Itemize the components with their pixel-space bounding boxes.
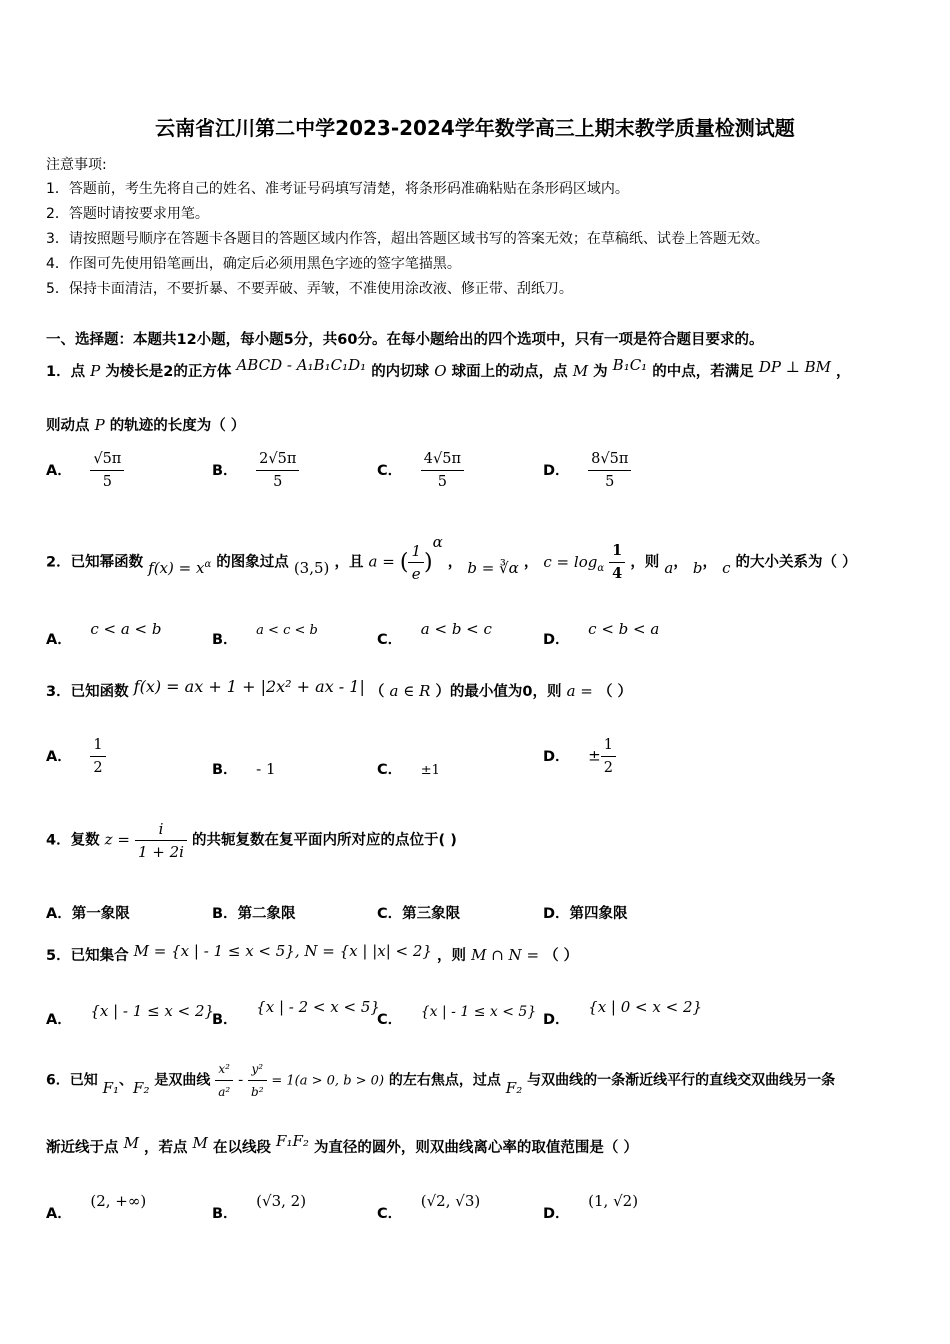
- q5-option-c[interactable]: C． {x | - 1 ≤ x < 5}: [377, 1004, 537, 1028]
- q6-option-a[interactable]: A． (2, +∞): [46, 1192, 147, 1222]
- notice-item: 1．答题前，考生先将自己的姓名、准考证号码填写清楚，将条形码准确粘贴在条形码区域内。: [46, 181, 629, 197]
- q5-option-a[interactable]: A． {x | - 1 ≤ x < 2}: [46, 1002, 215, 1028]
- q5-option-d[interactable]: D． {x | 0 < x < 2}: [543, 998, 703, 1028]
- question-5: 5．已知集合 M = {x | - 1 ≤ x < 5}, N = {x | |x| < 2} ，则 M ∩ N = （ ）: [46, 942, 579, 964]
- math-cube: ABCD - A₁B₁C₁D₁: [236, 356, 367, 374]
- q2-option-d[interactable]: D． c < b < a: [543, 620, 660, 648]
- section-heading: 一、选择题：本题共12小题，每小题5分，共60分。在每小题给出的四个选项中，只有一项是符合题目要求的。: [46, 332, 764, 348]
- q2-option-a[interactable]: A． c < a < b: [46, 620, 162, 648]
- q1-option-c[interactable]: C． $\frac{4√5\pi}{5}$: [377, 448, 464, 493]
- question-6-line2: 渐近线于点 M ，若点 M 在以线段 F₁F₂ 为直径的圆外，则双曲线离心率的取值范围是（ ）: [46, 1132, 638, 1156]
- notice-header: 注意事项:: [46, 157, 107, 173]
- q3-option-a[interactable]: A． $\frac{1}{2}$: [46, 734, 106, 779]
- notice-item: 5．保持卡面清洁，不要折暴、不要弄破、弄皱，不准使用涂改液、修正带、刮纸刀。: [46, 281, 573, 297]
- q1-option-b[interactable]: B． $\frac{2√5\pi}{5}$: [212, 448, 299, 493]
- math-P: P: [90, 362, 101, 380]
- q4-option-b[interactable]: B．第二象限: [212, 906, 296, 922]
- q4-option-a[interactable]: A．第一象限: [46, 906, 130, 922]
- q3-option-c[interactable]: C． ±1: [377, 762, 440, 778]
- question-1-line2: 则动点 P 的轨迹的长度为（ ）: [46, 416, 246, 434]
- q2-option-b[interactable]: B． a < c < b: [212, 623, 318, 648]
- q4-option-d[interactable]: D．第四象限: [543, 906, 628, 922]
- q6-option-c[interactable]: C． (√2, √3): [377, 1192, 481, 1222]
- q4-option-c[interactable]: C．第三象限: [377, 906, 461, 922]
- notice-item: 3．请按照题号顺序在答题卡各题目的答题区域内作答，超出答题区域书写的答案无效；在草稿纸、试卷上答题无效。: [46, 231, 769, 247]
- q1-option-d[interactable]: D． $\frac{8√5\pi}{5}$: [543, 448, 631, 493]
- q6-option-d[interactable]: D． (1, √2): [543, 1192, 639, 1222]
- notice-item: 4．作图可先使用铅笔画出，确定后必须用黑色字迹的签字笔描黑。: [46, 256, 461, 272]
- question-4: 4．复数 z = $\frac{i}{1 + 2i}$ 的共轭复数在复平面内所对应的点位于( ): [46, 820, 457, 861]
- question-6: 6．已知 F₁、F₂ 是双曲线 $\frac{\text{x²}}{\text{a²}}$ - $\frac{\text{y²}}{\text{b²}}$ = 1(a > 0, b > 0) 的左右焦点，过点 F₂ 与双曲线的一条渐近线平行的直线交双曲线另一条: [46, 1058, 835, 1103]
- q5-option-b[interactable]: B． {x | - 2 < x < 5}: [212, 998, 380, 1028]
- notice-item: 2．答题时请按要求用笔。: [46, 206, 209, 222]
- q2-option-c[interactable]: C． a < b < c: [377, 620, 492, 648]
- question-2: 2．已知幂函数 $f(x) = x^\alpha$ 的图象过点 (3,5) ，且 a = ( $\frac{1}{e}$ )$^\alpha$ ， b = ∛α ， $c = \log_\alpha$ $\frac{1}{4}$ ，则 a， b， c 的大小关系为（ ）: [46, 532, 857, 583]
- q3-option-d[interactable]: D． ± $\frac{1}{2}$: [543, 734, 616, 779]
- page-title: 云南省江川第二中学2023-2024学年数学高三上期末教学质量检测试题: [155, 116, 795, 140]
- q3-option-b[interactable]: B． - 1: [212, 760, 276, 778]
- question-1: 1．点 P 为棱长是2的正方体 ABCD - A₁B₁C₁D₁ 的内切球 O 球面上的动点，点 M 为 B₁C₁ 的中点，若满足 DP ⊥ BM ，: [46, 356, 851, 380]
- q6-option-b[interactable]: B． (√3, 2): [212, 1192, 307, 1222]
- q1-option-a[interactable]: A． $\frac{√5\pi}{5}$: [46, 448, 124, 493]
- question-3: 3．已知函数 f(x) = ax + 1 + |2x² + ax - 1| （ a ∈ R ）的最小值为0，则 a = （ ）: [46, 677, 632, 700]
